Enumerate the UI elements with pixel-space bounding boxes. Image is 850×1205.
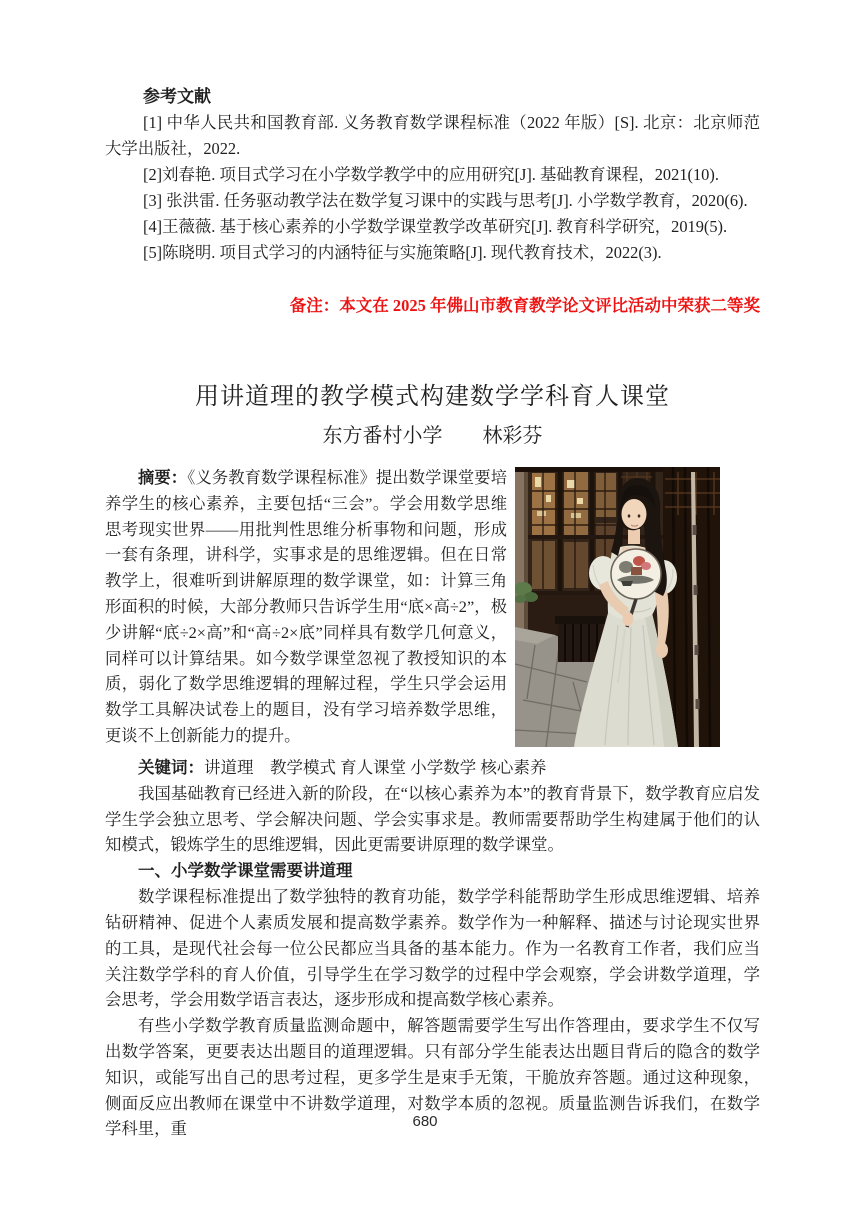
keywords-label: 关键词：	[138, 757, 204, 777]
abstract-text: 《义务教育数学课程标准》提出数学课堂要培养学生的核心素养，主要包括“三会”。学会用数学思维思考现实世界——用批判性思维分析事物和问题，形成一套有条理，讲科学，实事求是的思维逻辑。但在日常教学上，很难听到讲解原理的数学课堂，如：计算三角形面积的时候，大部分教师只告诉学生用“底×高÷2”，极少讲解“底÷2×高”和“高÷2×底”同样具有数学几何意义，同样可以计算结果。如今数学课堂忽视了教授知识的本质，弱化了数学思维逻辑的理解过程，学生只学会运用数学工具解决试卷上的题目，没有学习培养数学思维，更谈不上创新能力的提升。	[105, 468, 507, 745]
section-1-paragraph-2: 有些小学数学教育质量监测命题中，解答题需要学生写出作答理由，要求学生不仅写出数学答案，更要表达出题目的道理逻辑。只有部分学生能表达出题目背后的隐含的数学知识，或能写出自己的思考过程，更多学生是束手无策，干脆放弃答题。通过这种现象，侧面反应出教师在课堂中不讲数学道理，对数学本质的忽视。质量监测告诉我们，在数学学科里，重	[105, 1016, 760, 1139]
abstract-column	[105, 465, 507, 749]
reference-item: [4]王薇薇. 基于核心素养的小学数学课堂教学改革研究[J]. 教育科学研究，2019(5).	[143, 217, 728, 236]
section-1-paragraph-1: 数学课程标准提出了数学独特的教育功能，数学学科能帮助学生形成思维逻辑、培养钻研精神、促进个人素质发展和提高数学素养。数学作为一种解释、描述与讨论现实世界的工具，是现代社会每一位公民都应当具备的基本能力。作为一名教育工作者，我们应当关注数学学科的育人价值，引导学生在学习数学的过程中学会观察，学会讲数学道理，学会思考，学会用数学语言表达，逐步形成和提高数学核心素养。	[105, 887, 760, 1010]
author-portrait-photo	[515, 467, 720, 747]
author-portrait-illustration	[515, 467, 720, 747]
abstract-and-photo-row	[105, 465, 760, 749]
keywords-line	[105, 755, 760, 781]
page-number: 680	[412, 1113, 438, 1130]
references-heading: 参考文献	[143, 87, 211, 106]
reference-item: [1] 中华人民共和国教育部. 义务教育数学课程标准（2022 年版）[S]. 北京：北京师范大学出版社，2022.	[105, 113, 760, 158]
intro-paragraph: 我国基础教育已经进入新的阶段，在“以核心素养为本”的教育背景下，数学教育应启发学生学会独立思考、学会解决问题、学会实事求是。教师需要帮助学生构建属于他们的认知模式，锻炼学生的思维逻辑，因此更需要讲原理的数学课堂。	[105, 783, 760, 855]
abstract-label: 摘要：	[138, 468, 188, 487]
page-content	[105, 0, 760, 1142]
article-title: 用讲道理的教学模式构建数学学科育人课堂	[195, 384, 670, 410]
abstract-paragraph	[105, 465, 507, 749]
keywords-text: 讲道理 教学模式 育人课堂 小学数学 核心素养	[204, 757, 547, 777]
author-line: 东方番村小学 林彩芬	[322, 425, 543, 447]
reference-item: [3] 张洪雷. 任务驱动教学法在数学复习课中的实践与思考[J]. 小学数学教育，2020(6).	[143, 191, 748, 210]
section-1-heading: 一、小学数学课堂需要讲道理	[138, 861, 353, 881]
award-note: 备注：本文在 2025 年佛山市教育教学论文评比活动中荣获二等奖	[289, 296, 760, 315]
reference-item: [2]刘春艳. 项目式学习在小学数学教学中的应用研究[J]. 基础教育课程，2021(10).	[143, 165, 719, 184]
reference-item: [5]陈晓明. 项目式学习的内涵特征与实施策略[J]. 现代教育技术，2022(3).	[143, 243, 662, 262]
